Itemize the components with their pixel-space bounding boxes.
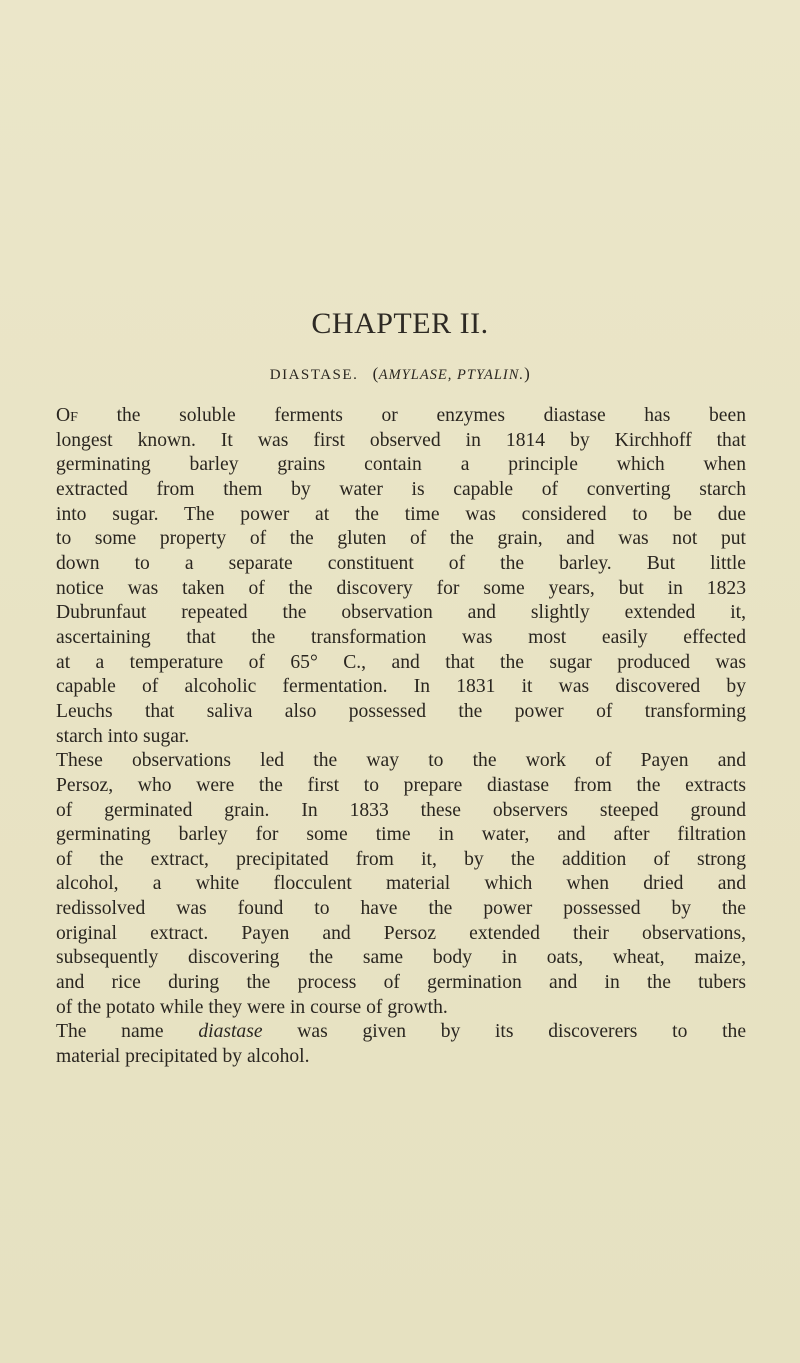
text-line: of germinated grain. In 1833 these observers steeped ground — [56, 799, 746, 821]
paragraph-3 — [56, 1020, 746, 1069]
body-text — [56, 404, 746, 1070]
text-line: Leuchs that saliva also possessed the power of transforming — [56, 700, 746, 722]
text-line: and rice during the process of germination and in the tubers — [56, 972, 746, 994]
text-line: at a temperature of 65° C., and that the sugar produced was — [56, 651, 746, 673]
paragraph-1 — [56, 404, 746, 749]
section-heading-main: DIASTASE. — [269, 367, 359, 383]
text-line: capable of alcoholic fermentation. In 1831 it was discovered by — [56, 676, 746, 698]
chapter-title: CHAPTER II. — [311, 307, 489, 340]
text-line: These observations led the way to the work of Payen and — [56, 750, 746, 772]
text-line: Persoz, who were the first to prepare diastase from the extracts — [56, 774, 746, 796]
text-line: into sugar. The power at the time was considered to be due — [56, 503, 746, 525]
text-line: material precipitated by alcohol. — [56, 1046, 310, 1068]
text-segment: The name — [56, 1021, 164, 1043]
text-segment: was given by its discoverers to the — [297, 1021, 747, 1043]
section-heading-paren-open: ( — [363, 364, 379, 383]
text-line: redissolved was found to have the power possessed by the — [56, 898, 746, 920]
text-line-content: the soluble ferments or enzymes diastase has been — [116, 405, 746, 426]
text-line: germinating barley for some time in water, and after filtration — [56, 824, 746, 846]
text-line: Dubrunfaut repeated the observation and slightly extended it, — [56, 602, 746, 624]
paragraph-opening-word: Of — [56, 405, 78, 426]
text-line: subsequently discovering the same body in oats, wheat, maize, — [56, 947, 746, 969]
paragraph-2 — [56, 749, 746, 1020]
text-line: original extract. Payen and Persoz extended their observations, — [56, 922, 746, 944]
emphasized-term: diastase — [198, 1021, 263, 1043]
section-heading-paren-close: ) — [524, 364, 531, 383]
text-line: longest known. It was first observed in 1814 by Kirchhoff that — [56, 429, 746, 451]
text-line: germinating barley grains contain a principle which when — [56, 454, 746, 476]
text-line: of the extract, precipitated from it, by the addition of strong — [56, 848, 746, 870]
text-line: of the potato while they were in course of growth. — [56, 996, 448, 1018]
text-line: to some property of the gluten of the grain, and was not put — [56, 528, 746, 550]
text-line — [56, 404, 746, 429]
section-heading — [0, 364, 800, 384]
text-line: down to a separate constituent of the barley. But little — [56, 552, 746, 574]
text-line: notice was taken of the discovery for some years, but in 1823 — [56, 577, 746, 599]
text-line: extracted from them by water is capable of converting starch — [56, 478, 746, 500]
text-line: alcohol, a white flocculent material which when dried and — [56, 873, 746, 895]
text-line: ascertaining that the transformation was most easily effected — [56, 626, 746, 648]
text-line — [56, 1020, 746, 1045]
section-heading-alternate-names: AMYLASE, PTYALIN. — [378, 367, 525, 383]
text-line: starch into sugar. — [56, 725, 190, 747]
